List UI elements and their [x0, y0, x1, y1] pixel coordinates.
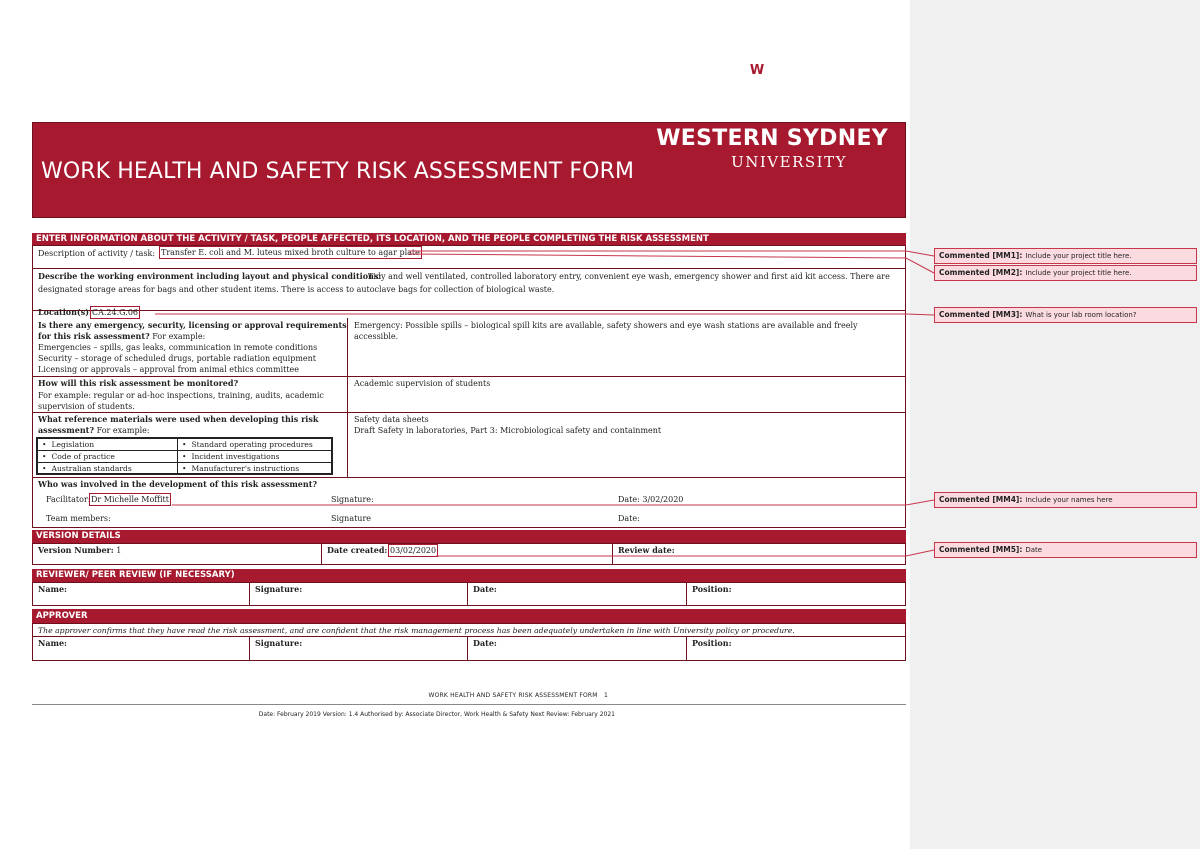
reference-item: • Manufacturer's instructions — [179, 464, 299, 474]
emergency-example-1: Emergencies – spills, gas leaks, communication in remote conditions — [38, 343, 318, 352]
reference-answer-line2[interactable]: Draft Safety in laboratories, Part 3: Microbiological safety and containment — [354, 426, 662, 435]
team-date-label: Date: — [618, 514, 640, 523]
reviewer-table — [32, 582, 906, 606]
form-title: WORK HEALTH AND SAFETY RISK ASSESSMENT FORM — [41, 159, 635, 184]
emergency-question-line2: for this risk assessment? — [38, 331, 150, 341]
comment-balloon-mm3[interactable] — [934, 307, 1197, 323]
approver-name-label: Name: — [38, 638, 68, 648]
comment-text: Include your project title here. — [1025, 252, 1132, 260]
comment-text: Include your project title here. — [1025, 269, 1132, 277]
footer-rule — [32, 704, 906, 705]
emergency-answer-line2[interactable]: accessible. — [354, 332, 399, 341]
approver-date-label: Date: — [473, 638, 497, 648]
version-number-value[interactable]: 1 — [116, 546, 122, 555]
facilitator-field[interactable]: Dr Michelle Moffitt — [91, 495, 169, 504]
approver-signature-label: Signature: — [255, 638, 303, 648]
comment-balloon-mm2[interactable] — [934, 265, 1197, 281]
facilitator-date-label: Date: — [618, 495, 640, 504]
monitor-example-line1: For example: regular or ad-hoc inspections, training, audits, academic — [38, 391, 324, 400]
reviewer-section-header: REVIEWER/ PEER REVIEW (IF NECESSARY) — [32, 569, 906, 582]
involved-question: Who was involved in the development of this risk assessment? — [38, 479, 318, 489]
comment-balloon-mm1[interactable] — [934, 248, 1197, 264]
reference-example-label: For example: — [96, 426, 150, 435]
reference-item: • Code of practice — [39, 452, 115, 462]
footer-version-info: Date: February 2019 Version: 1.4 Authorised by: Associate Director, Work Health & Safety Next Review: February 2021 — [258, 711, 615, 718]
date-created-field[interactable]: 03/02/2020 — [390, 546, 437, 555]
comment-tag: Commented [MM3]: — [939, 310, 1023, 319]
page-number: 1 — [603, 692, 608, 699]
monitor-answer[interactable]: Academic supervision of students — [354, 379, 491, 388]
facilitator-label: Facilitator: — [46, 495, 91, 504]
approver-position-label: Position: — [692, 638, 732, 648]
comment-text: Include your names here — [1025, 496, 1113, 504]
facilitator-signature-label: Signature: — [331, 495, 374, 504]
location-field[interactable]: CA.24.G.06 — [92, 308, 138, 317]
emergency-example-label: For example: — [152, 332, 206, 341]
comment-text: What is your lab room location? — [1025, 311, 1137, 319]
footer-form-name: WORK HEALTH AND SAFETY RISK ASSESSMENT FORM 1 — [428, 692, 608, 699]
monitor-question: How will this risk assessment be monitored? — [38, 378, 239, 388]
university-logo-text: WESTERN SYDNEY — [656, 126, 888, 151]
emergency-answer-line1[interactable]: Emergency: Possible spills – biological spill kits are available, safety showers and eye wash stations are available and freely — [354, 321, 858, 330]
reference-item: • Australian standards — [39, 464, 132, 474]
description-field[interactable]: Transfer E. coli and M. luteus mixed broth culture to agar plate — [161, 248, 420, 257]
version-number-label: Version Number: — [38, 545, 114, 555]
reference-item: • Incident investigations — [179, 452, 279, 462]
reviewer-date-label: Date: — [473, 584, 497, 594]
comment-tag: Commented [MM1]: — [939, 251, 1023, 260]
university-logo-subtext: UNIVERSITY — [731, 153, 847, 171]
reviewer-position-label: Position: — [692, 584, 732, 594]
emergency-example-2: Security – storage of scheduled drugs, portable radiation equipment — [38, 354, 317, 363]
comment-tag: Commented [MM5]: — [939, 545, 1023, 554]
comment-tag: Commented [MM4]: — [939, 495, 1023, 504]
team-members-label: Team members: — [46, 514, 111, 523]
date-created-label: Date created: — [327, 545, 388, 555]
environment-value-line2[interactable]: designated storage areas for bags and other student items. There is access to autoclave bags for collection of biological waste. — [38, 285, 555, 294]
reference-item: • Legislation — [39, 440, 94, 450]
reference-question-line2: assessment? — [38, 425, 95, 435]
reference-question-line1: What reference materials were used when developing this risk — [38, 414, 319, 424]
environment-value-line1[interactable]: Tidy and well ventilated, controlled laboratory entry, convenient eye wash, emergency shower and first aid kit access. There are — [368, 272, 890, 281]
comment-tag: Commented [MM2]: — [939, 268, 1023, 277]
reference-answer-line1[interactable]: Safety data sheets — [354, 415, 429, 424]
activity-section-header: ENTER INFORMATION ABOUT THE ACTIVITY / TASK, PEOPLE AFFECTED, ITS LOCATION, AND THE PEOPLE COMPLETING THE RISK ASSESSMENT — [32, 233, 906, 245]
team-signature-label: Signature — [331, 514, 372, 523]
location-label: Location(s): — [38, 307, 92, 317]
version-section-header: VERSION DETAILS — [32, 530, 906, 543]
approver-section-header: APPROVER — [32, 609, 906, 623]
description-label: Description of activity / task: — [38, 249, 156, 258]
emergency-example-3: Licensing or approvals – approval from animal ethics committee — [38, 365, 300, 374]
reference-item: • Standard operating procedures — [179, 440, 313, 450]
reviewer-signature-label: Signature: — [255, 584, 303, 594]
comment-balloon-mm5[interactable] — [934, 542, 1197, 558]
environment-label: Describe the working environment including layout and physical conditions: — [38, 271, 382, 281]
version-table — [32, 543, 906, 565]
reference-examples-table — [36, 437, 333, 475]
header-banner — [32, 122, 906, 218]
emergency-question-line1: Is there any emergency, security, licensing or approval requirements — [38, 320, 347, 330]
comment-balloon-mm4[interactable] — [934, 492, 1197, 508]
reviewer-name-label: Name: — [38, 584, 68, 594]
facilitator-date-value[interactable]: 3/02/2020 — [642, 495, 684, 504]
shield-letter: W — [749, 63, 765, 78]
review-date-label: Review date: — [618, 545, 675, 555]
university-shield-icon — [745, 55, 769, 85]
comment-text: Date — [1025, 546, 1043, 554]
approver-statement: The approver confirms that they have read the risk assessment, and are confident that the risk management process has been adequately undertaken in line with University policy or procedure. — [38, 626, 795, 635]
monitor-example-line2: supervision of students. — [38, 402, 135, 411]
comments-pane — [910, 0, 1200, 849]
